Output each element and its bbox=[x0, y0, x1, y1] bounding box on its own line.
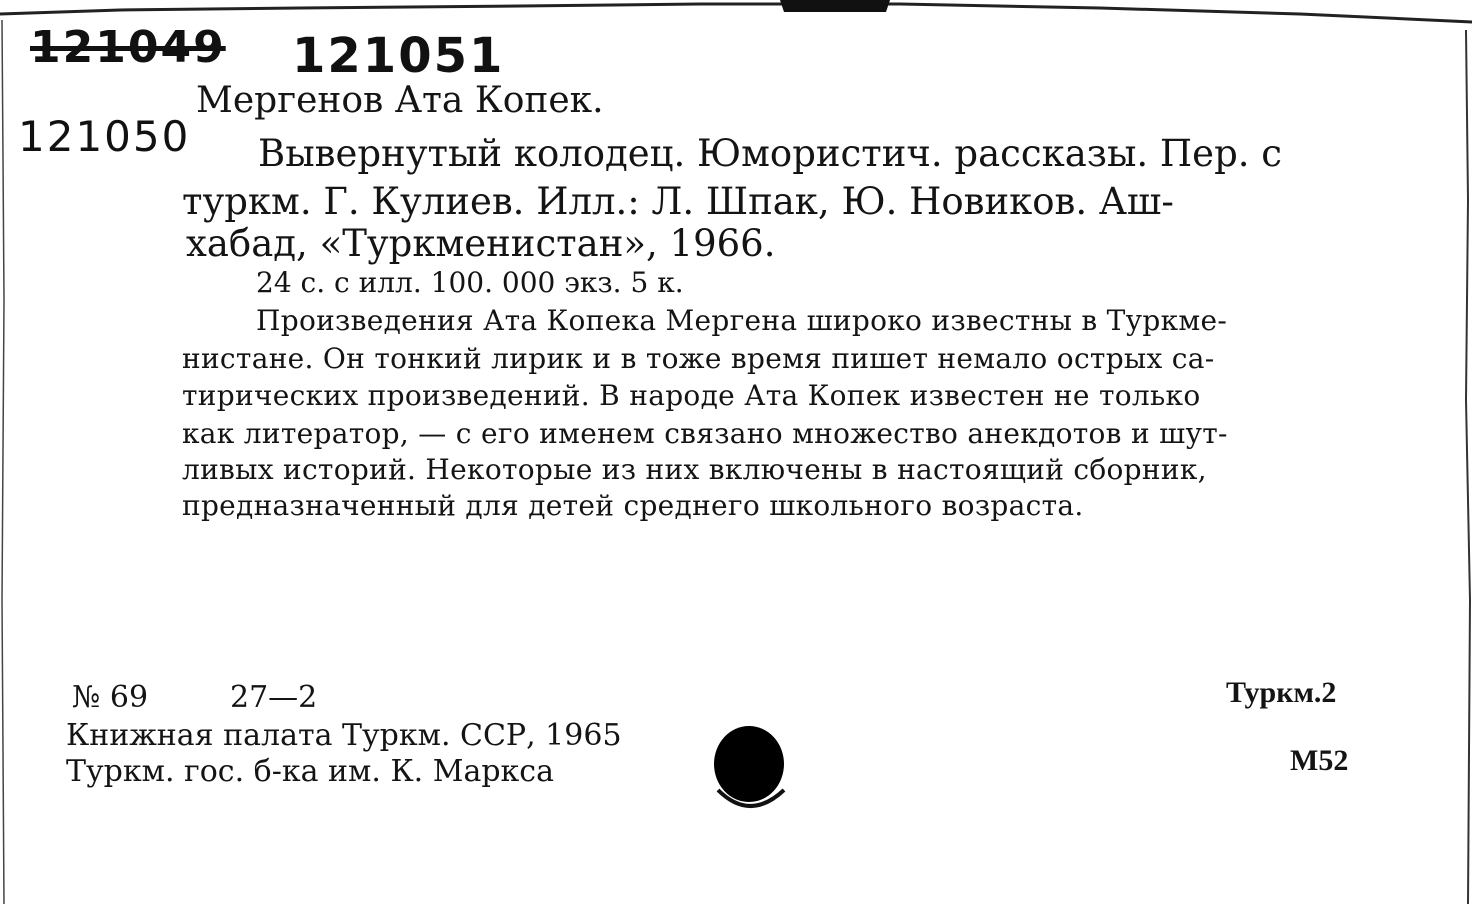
card-title-line: туркм. Г. Кулиев. Илл.: Л. Шпак, Ю. Новиков. Аш- bbox=[182, 180, 1174, 223]
handwritten-number-side: 121050 bbox=[18, 112, 191, 161]
classification-code: М52 bbox=[1290, 744, 1349, 777]
annotation-line: нистане. Он тонкий лирик и в тоже время пишет немало острых са- bbox=[182, 342, 1215, 375]
card-title-line: Вывернутый колодец. Юмористич. рассказы. Пер. с bbox=[258, 132, 1283, 175]
handwritten-number-top: 121051 bbox=[292, 28, 505, 84]
library-line: Туркм. гос. б-ка им. К. Маркса bbox=[66, 754, 554, 789]
annotation-line: ливых историй. Некоторые из них включены в настоящий сборник, bbox=[182, 453, 1207, 486]
card-code: 27—2 bbox=[230, 680, 318, 715]
handwritten-struck-number: 121049 bbox=[30, 22, 226, 73]
card-author: Мергенов Ата Копек. bbox=[196, 80, 604, 121]
annotation-line: Произведения Ата Копека Мергена широко известны в Туркме- bbox=[256, 304, 1228, 337]
language-class: Туркм.2 bbox=[1226, 676, 1337, 709]
card-collation: 24 с. с илл. 100. 000 экз. 5 к. bbox=[256, 266, 684, 299]
card-number: № 69 bbox=[72, 680, 149, 715]
card-title-line: хабад, «Туркменистан», 1966. bbox=[186, 222, 776, 265]
annotation-line: предназначенный для детей среднего школьного возраста. bbox=[182, 489, 1084, 522]
annotation-line: как литератор, — с его именем связано множество анекдотов и шут- bbox=[182, 417, 1228, 450]
card-punch-hole bbox=[714, 726, 784, 802]
book-chamber-line: Книжная палата Туркм. ССР, 1965 bbox=[66, 718, 622, 753]
annotation-line: тирических произведений. В народе Ата Копек известен не только bbox=[182, 379, 1201, 412]
